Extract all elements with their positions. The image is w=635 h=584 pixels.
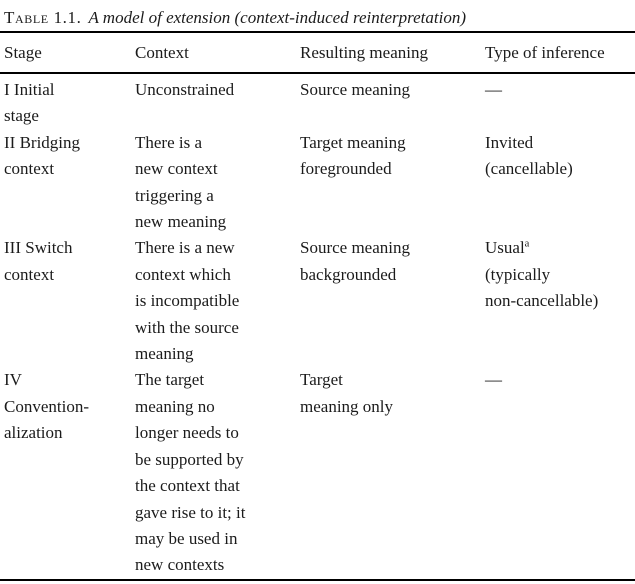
cell-line: context xyxy=(4,159,55,179)
cell-line: Target xyxy=(300,370,343,390)
table-cell xyxy=(485,367,635,579)
cell-line: stage xyxy=(4,106,39,126)
table-row xyxy=(0,235,635,367)
cell-line: context which xyxy=(135,264,231,284)
cell-line: meaning xyxy=(135,344,194,364)
cell-line: (cancellable) xyxy=(485,159,573,179)
cell-line: Target meaning xyxy=(300,132,406,152)
cell-line: is incompatible xyxy=(135,291,240,311)
table-cell xyxy=(485,235,635,367)
table-cell xyxy=(135,73,300,130)
cell-line: — xyxy=(485,370,502,390)
cell-line: Source meaning xyxy=(300,238,410,258)
cell-line: meaning only xyxy=(300,396,394,416)
table-cell xyxy=(485,73,635,130)
cell-line: II Bridging xyxy=(4,132,81,152)
column-header-context: Context xyxy=(135,32,300,73)
table-row xyxy=(0,130,635,236)
cell-line: (typically xyxy=(485,264,551,284)
cell-line: Invited xyxy=(485,132,534,152)
cell-line: new meaning xyxy=(135,212,227,232)
cell-line: context xyxy=(4,264,55,284)
table-cell xyxy=(300,130,485,236)
cell-line: with the source xyxy=(135,317,239,337)
column-header-type-of-inference: Type of inference xyxy=(485,32,635,73)
table-cell xyxy=(135,235,300,367)
cell-line: There is a xyxy=(135,132,203,152)
table-cell xyxy=(0,235,135,367)
table-cell xyxy=(135,130,300,236)
cell-line: alization xyxy=(4,423,63,443)
cell-line: IV xyxy=(4,370,22,390)
cell-line: — xyxy=(485,80,502,99)
table-row xyxy=(0,367,635,579)
table-cell xyxy=(0,73,135,130)
table-cell xyxy=(300,367,485,579)
cell-line: may be used in xyxy=(135,528,238,548)
column-header-stage: Stage xyxy=(0,32,135,73)
extension-model-table xyxy=(0,31,635,581)
header-row xyxy=(0,32,635,73)
cell-line: be supported by xyxy=(135,449,244,469)
cell-line: meaning no xyxy=(135,396,215,416)
cell-line: The target xyxy=(135,370,205,390)
table-row xyxy=(0,73,635,130)
table-body xyxy=(0,73,635,580)
cell-line: Unconstrained xyxy=(135,80,235,99)
cell-line: foregrounded xyxy=(300,159,392,179)
table-cell xyxy=(300,235,485,367)
cell-line: III Switch xyxy=(4,238,73,258)
table-cell xyxy=(0,130,135,236)
cell-line: non-cancellable) xyxy=(485,291,599,311)
table-cell xyxy=(485,130,635,236)
footnote-marker: a xyxy=(524,238,530,250)
table-header xyxy=(0,32,635,73)
cell-line: triggering a xyxy=(135,185,214,205)
table-caption-label: Table 1.1. xyxy=(4,8,82,27)
cell-line: Convention- xyxy=(4,396,89,416)
cell-line: new contexts xyxy=(135,555,225,575)
cell-line: Usual$^a$ xyxy=(485,238,530,258)
table-cell xyxy=(0,367,135,579)
cell-line: longer needs to xyxy=(135,423,239,443)
table-caption xyxy=(0,0,635,31)
cell-line: the context that xyxy=(135,476,240,496)
cell-line: new context xyxy=(135,159,218,179)
cell-line: gave rise to it; it xyxy=(135,502,246,522)
table-cell xyxy=(135,367,300,579)
table-caption-title: A model of extension (context-induced reinterpretation) xyxy=(88,8,466,27)
table-cell xyxy=(300,73,485,130)
cell-line: Source meaning xyxy=(300,80,410,99)
cell-line: backgrounded xyxy=(300,264,397,284)
column-header-resulting-meaning: Resulting meaning xyxy=(300,32,485,73)
cell-line: There is a new xyxy=(135,238,235,258)
cell-line: I Initial xyxy=(4,80,55,99)
